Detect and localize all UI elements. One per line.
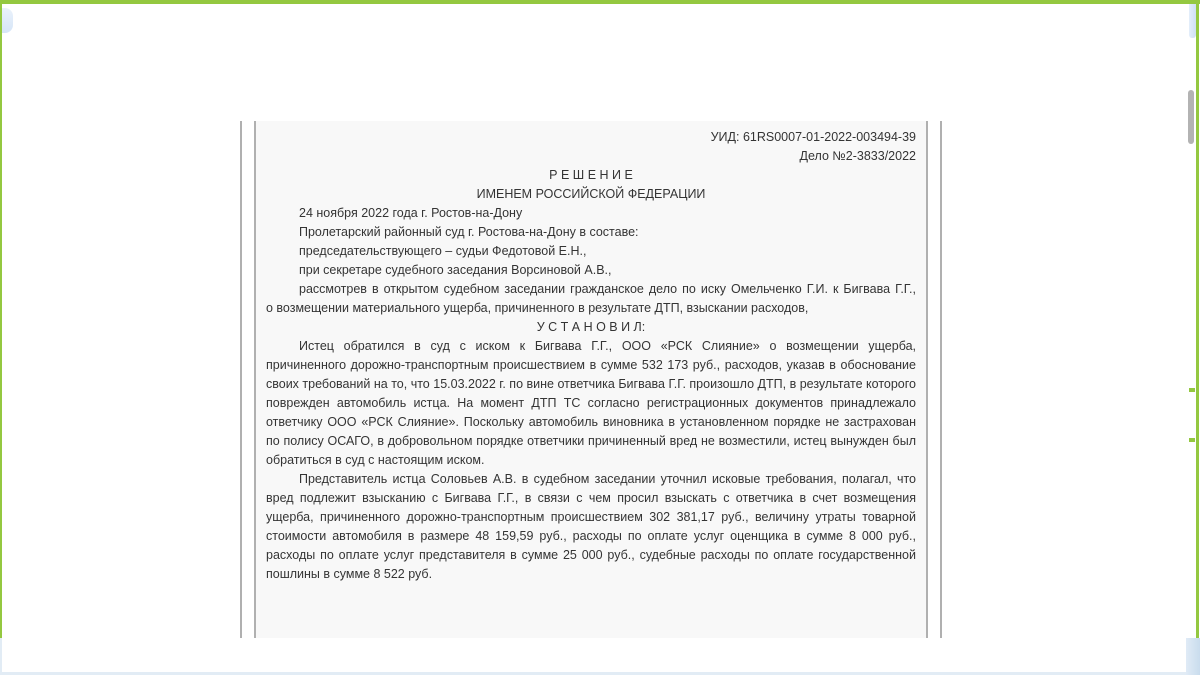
section-heading: У С Т А Н О В И Л: bbox=[536, 320, 646, 334]
window-frame-left bbox=[0, 4, 2, 638]
decision-subtitle: ИМЕНЕМ РОССИЙСКОЙ ФЕДЕРАЦИИ bbox=[476, 187, 706, 201]
judge-line: председательствующего – судьи Федотовой Е.Н., bbox=[299, 244, 587, 258]
paragraph-representative bbox=[266, 470, 916, 584]
case-number: Дело №2-3833/2022 bbox=[799, 149, 916, 163]
window-frame-right bbox=[1196, 4, 1199, 638]
scrollbar-marker bbox=[1189, 388, 1195, 392]
text-line: о возмещении материального ущерба, причиненного в результате ДТП, взыскании расходов, bbox=[266, 301, 809, 315]
date-place-line: 24 ноября 2022 года г. Ростов-на-Дону bbox=[299, 206, 523, 220]
court-decision-document bbox=[256, 121, 926, 638]
text-line: рассмотрев в открытом судебном заседании гражданское дело по иску Омельченко Г.И. к Бигвава Г.Г., bbox=[299, 282, 916, 296]
scrollbar-thumb[interactable] bbox=[1188, 90, 1194, 144]
secretary-line: при секретаре судебного заседания Ворсиновой А.В., bbox=[299, 263, 612, 277]
scrollbar-bottom-strip bbox=[1186, 638, 1200, 675]
text-line: причиненного дорожно-транспортным происшествием в сумме 532 173 руб., расходов, указав в обоснование bbox=[266, 358, 916, 372]
decision-title: Р Е Ш Е Н И Е bbox=[549, 168, 633, 182]
page-border-right-inner bbox=[926, 121, 928, 638]
left-edge-faint-line bbox=[0, 638, 2, 675]
text-line: по полису ОСАГО, в добровольном порядке ответчики причиненный вред не возместили, истец вынужден был bbox=[266, 434, 916, 448]
page-border-left-outer bbox=[240, 121, 242, 638]
hearing-paragraph bbox=[266, 280, 916, 318]
text-line: ответчику ООО «РСК Слияние». Поскольку автомобиль виновника в установленном порядке не застрахован bbox=[266, 415, 916, 429]
text-line: Представитель истца Соловьев А.В. в судебном заседании уточнил исковые требования, полагал, что bbox=[299, 472, 916, 486]
text-line: поврежден автомобиль истца. На момент ДТП ТС согласно регистрационных документов принадлежало bbox=[266, 396, 916, 410]
text-line: вред подлежит взысканию с Бигвава Г.Г., в связи с чем просил взыскать с ответчика в счет возмещения bbox=[266, 491, 916, 505]
text-line: ущерба, причиненного дорожно-транспортным происшествием 302 381,17 руб., величину утраты товарной bbox=[266, 510, 916, 524]
text-line: Истец обратился в суд с иском к Бигвава Г.Г., ООО «РСК Слияние» о возмещении ущерба, bbox=[299, 339, 916, 353]
scrollbar-top-cap bbox=[1189, 4, 1196, 38]
scrollbar-marker bbox=[1189, 438, 1195, 442]
text-line: обратиться в суд с настоящим иском. bbox=[266, 453, 485, 467]
paragraph-claim bbox=[266, 337, 916, 470]
uid-line: УИД: 61RS0007-01-2022-003494-39 bbox=[710, 130, 916, 144]
top-left-ui-fragment bbox=[2, 8, 13, 33]
window-frame-top bbox=[0, 0, 1200, 4]
text-line: стоимости автомобиля в размере 48 159,59 руб., расходы по оплате услуг оценщика в сумме 8 000 руб., bbox=[266, 529, 916, 543]
page-border-right-outer bbox=[940, 121, 942, 638]
text-line: расходы по оплате услуг представителя в сумме 25 000 руб., судебные расходы по оплате государственной bbox=[266, 548, 916, 562]
text-line: своих требований на то, что 15.03.2022 г. по вине ответчика Бигвава Г.Г. произошло ДТП, в результате которого bbox=[266, 377, 916, 391]
court-line: Пролетарский районный суд г. Ростова-на-Дону в составе: bbox=[299, 225, 639, 239]
text-line: пошлины в сумме 8 522 руб. bbox=[266, 567, 433, 581]
